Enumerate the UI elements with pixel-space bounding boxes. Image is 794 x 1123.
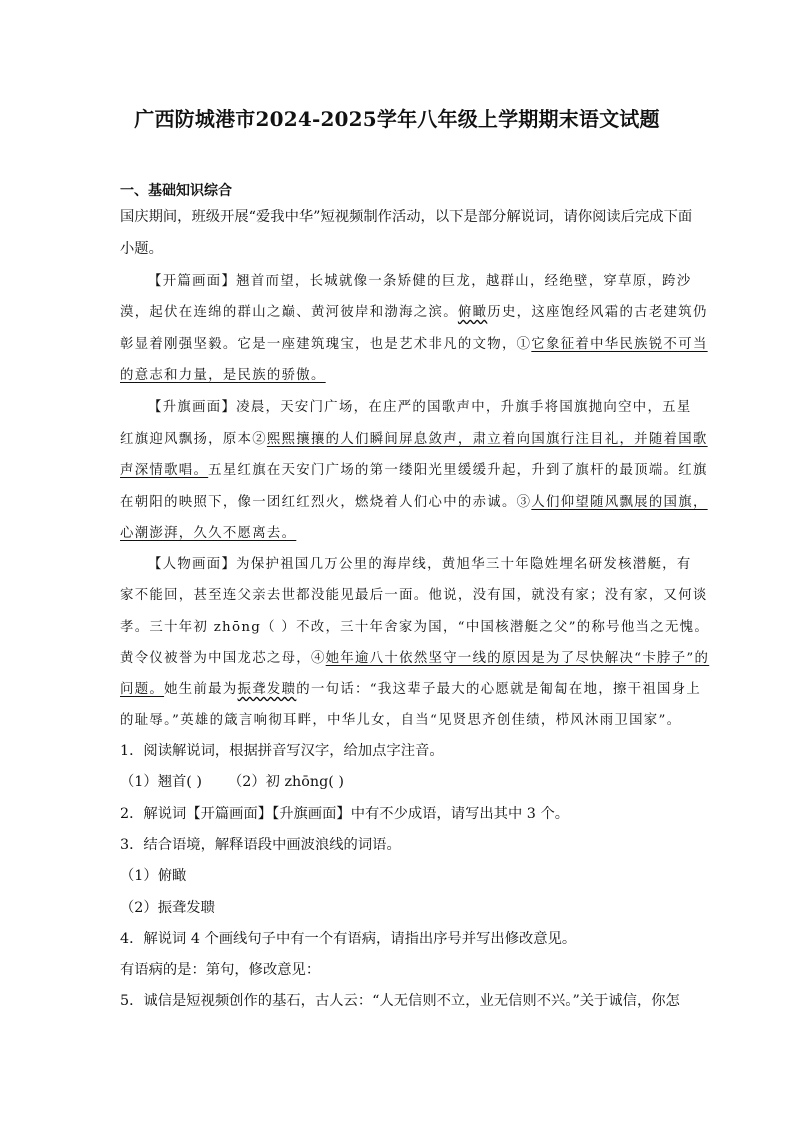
intro-line-1: 国庆期间，班级开展“爱我中华”短视频制作活动，以下是部分解说词，请你阅读后完成下面 bbox=[120, 209, 693, 225]
p2-line-3-text: 五星红旗在天安门广场的第一缕阳光里缓缓升起，升到了旗杆的最顶端。红旗 bbox=[208, 463, 708, 478]
p3-line-5-end: 的一句话：“我这辈子最大的心愿就是匍匐在地，擦干祖国身上 bbox=[296, 682, 702, 697]
question-1-sub-1: （1）翘首( ) bbox=[120, 774, 202, 790]
p2-line-2-text: 红旗迎风飘扬，原本② bbox=[120, 432, 267, 447]
underlined-sentence-1: 它象征着中华民族锐不可当 bbox=[531, 337, 708, 352]
p3-line-2: 家不能回，甚至连父亲去世都没能见最后一面。他说，没有国，就没有家；没有家，又何谈 bbox=[120, 588, 708, 603]
underlined-sentence-3-end: 心潮澎湃，久久不愿离去。 bbox=[120, 526, 297, 541]
page-title: 广西防城港市2024-2025学年八年级上学期期末语文试题 bbox=[134, 107, 660, 131]
question-1: 1．阅读解说词，根据拼音写汉字，给加点字注音。 bbox=[120, 743, 444, 759]
p3-line-4 bbox=[120, 647, 709, 666]
p2-line-5 bbox=[120, 522, 296, 541]
p1-line-3 bbox=[120, 333, 708, 352]
p1-line-3-text: 彰显着刚强坚毅。它是一座建筑瑰宝，也是艺术非凡的文物，① bbox=[120, 337, 532, 352]
underlined-sentence-2-end: 声深情歌唱。 bbox=[120, 463, 209, 478]
p2-line-2 bbox=[120, 428, 708, 447]
p3-line-5-text: 她生前最为 bbox=[164, 682, 238, 697]
underlined-sentence-3: 人们仰望随风飘展的国旗， bbox=[531, 495, 708, 510]
p2-line-1: 【升旗画面】凌晨，天安门广场，在庄严的国歌声中，升旗手将国旗抛向空中，五星 bbox=[148, 400, 692, 415]
question-4-answer-line: 有语病的是：第句，修改意见： bbox=[120, 962, 321, 978]
p1-line-2 bbox=[120, 301, 708, 320]
p1-line-2-text: 漠，起伏在连绵的群山之巅、黄河彼岸和渤海之滨。 bbox=[120, 305, 458, 320]
p3-line-6: 的耻辱。”英雄的箴言响彻耳畔，中华儿女，自当“见贤思齐创佳绩，栉风沐雨卫国家”。 bbox=[120, 713, 682, 728]
p1-line-2-end: 历史，这座饱经风霜的古老建筑仍 bbox=[487, 305, 708, 320]
p3-line-3: 孝。三十年初 zhōng（ ）不改，三十年舍家为国，“中国核潜艇之父”的称号他当之无愧。 bbox=[120, 620, 710, 635]
underlined-sentence-4-end: 问题。 bbox=[120, 682, 165, 697]
p1-line-4 bbox=[120, 364, 326, 383]
p3-line-5 bbox=[120, 678, 701, 697]
intro-line-2: 小题。 bbox=[120, 241, 163, 257]
wavy-word-fukan: 俯瞰 bbox=[457, 305, 488, 320]
question-3: 3．结合语境，解释语段中画波浪线的词语。 bbox=[120, 837, 401, 853]
question-1-subitems bbox=[120, 771, 344, 791]
p2-line-3 bbox=[120, 459, 708, 478]
underlined-sentence-4: 她年逾八十依然坚守一线的原因是为了尽快解决“卡脖子”的 bbox=[325, 651, 710, 666]
underlined-sentence-2: 熙熙攘攘的人们瞬间屏息敛声，肃立着向国旗行注目礼，并随着国歌 bbox=[266, 432, 708, 447]
p1-line-1: 【开篇画面】翘首而望，长城就像一条矫健的巨龙，越群山，经绝壁，穿草原，跨沙 bbox=[148, 274, 692, 289]
p2-line-4 bbox=[120, 491, 708, 510]
question-3-sub-1: （1）俯瞰 bbox=[120, 868, 187, 884]
p3-line-4-text: 黄令仪被誉为中国龙芯之母，④ bbox=[120, 651, 326, 666]
wavy-word-zhenlongfakui: 振聋发聩 bbox=[237, 682, 297, 697]
section-heading: 一、基础知识综合 bbox=[120, 183, 232, 199]
question-1-sub-2: （2）初 zhōng( ) bbox=[227, 774, 344, 790]
p2-line-4-text: 在朝阳的映照下，像一团红红烈火，燃烧着人们心中的赤诚。③ bbox=[120, 495, 532, 510]
question-5: 5．诚信是短视频创作的基石，古人云：“人无信则不立，业无信则不兴。”关于诚信，你怎 bbox=[120, 993, 680, 1009]
question-2: 2．解说词【开篇画面】【升旗画面】中有不少成语，请写出其中 3 个。 bbox=[120, 806, 570, 822]
question-3-sub-2: （2）振聋发聩 bbox=[120, 900, 215, 916]
underlined-sentence-1-end: 的意志和力量，是民族的骄傲。 bbox=[120, 368, 326, 383]
p3-line-1: 【人物画面】为保护祖国几万公里的海岸线，黄旭华三十年隐姓埋名研发核潜艇，有 bbox=[148, 557, 692, 572]
question-4: 4．解说词 4 个画线句子中有一个有语病，请指出序号并写出修改意见。 bbox=[120, 931, 577, 947]
